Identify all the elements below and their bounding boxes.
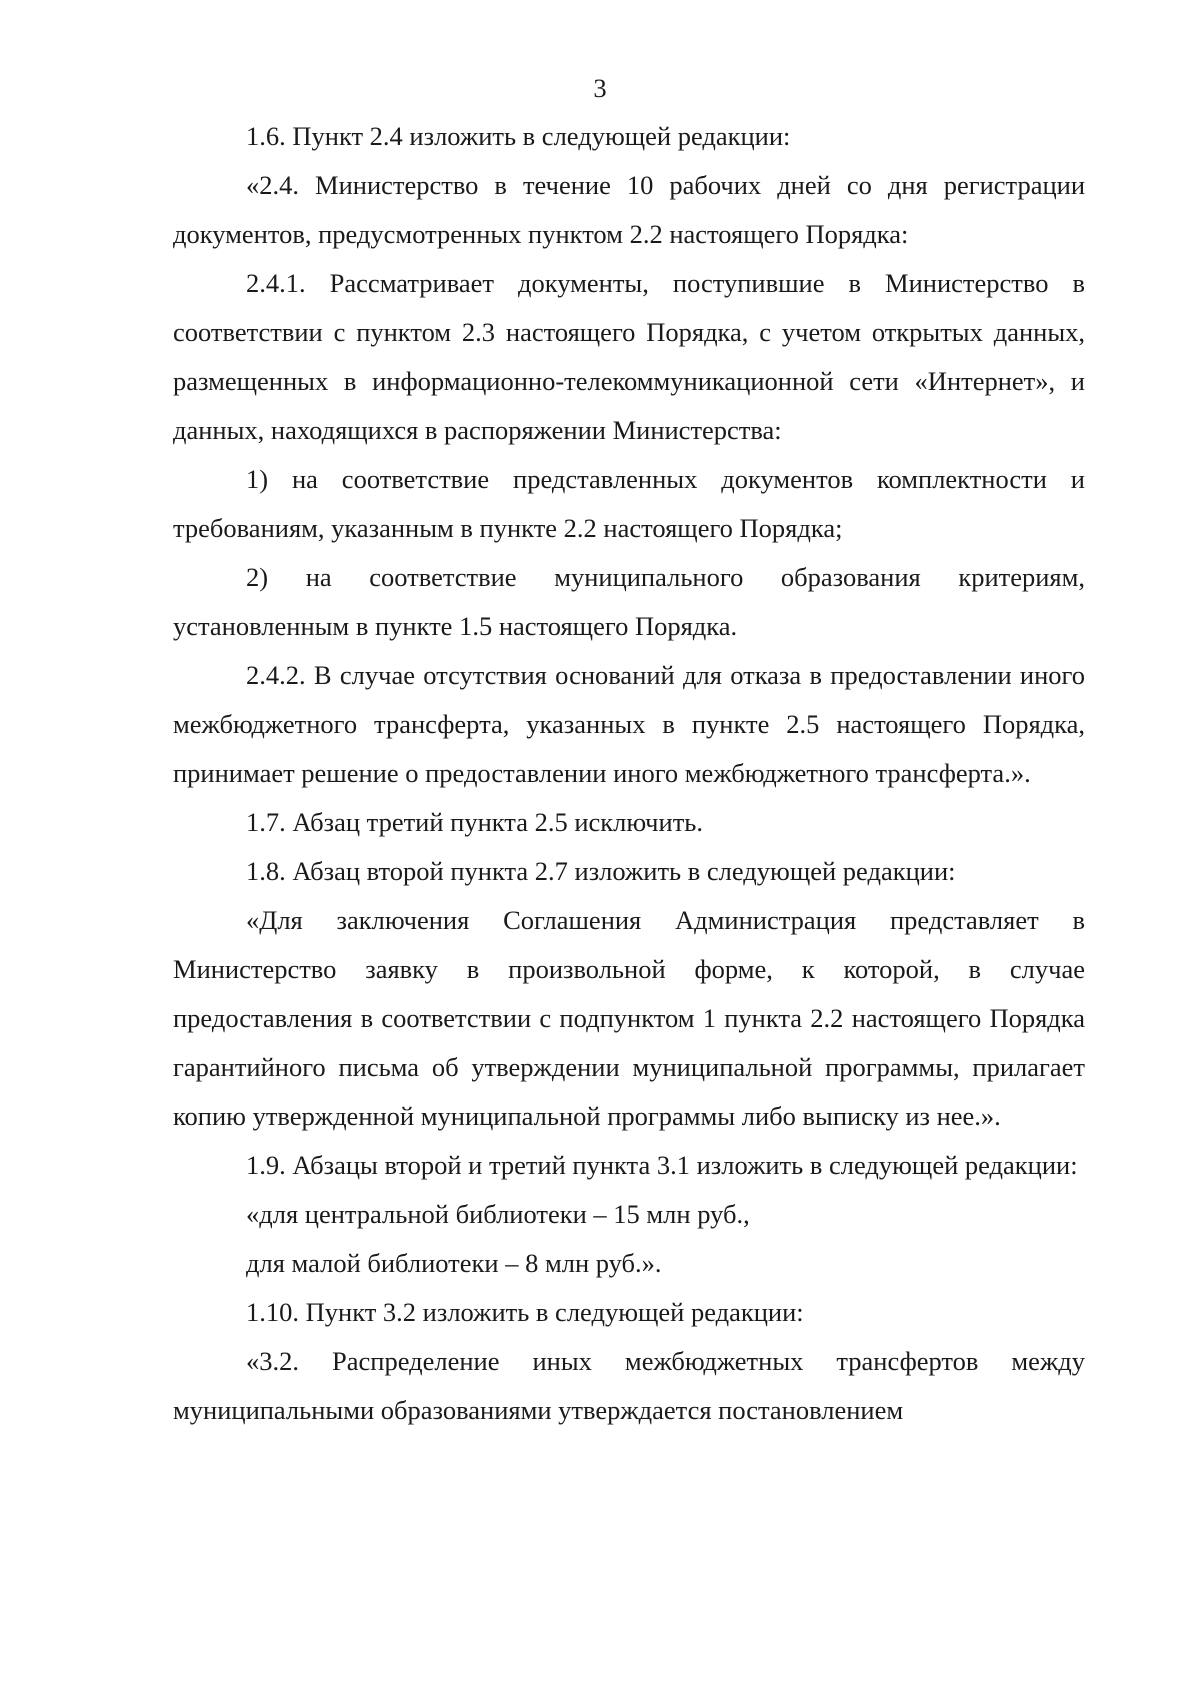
paragraph-small-library: для малой библиотеки – 8 млн руб.». <box>246 1248 662 1278</box>
paragraph-1-10: 1.10. Пункт 3.2 изложить в следующей редакции: <box>246 1297 804 1327</box>
page-number: 3 <box>593 73 607 103</box>
paragraph-item-2: 2) на соответствие муниципального образования критериям, установленным в пункте 1.5 настоящего Порядка. <box>173 562 1085 641</box>
paragraph-central-library: «для центральной библиотеки – 15 млн руб., <box>246 1199 750 1229</box>
paragraph-3-2: «3.2. Распределение иных межбюджетных трансфертов между муниципальными образованиями утверждается постановлением <box>173 1346 1085 1425</box>
paragraph-1-6: 1.6. Пункт 2.4 изложить в следующей редакции: <box>246 121 791 151</box>
paragraph-2-4-2: 2.4.2. В случае отсутствия оснований для отказа в предоставлении иного межбюджетного трансферта, указанных в пункте 2.5 настоящего Порядка, принимает решение о предоставлении иного межбюджетного трансферта.». <box>173 660 1085 788</box>
paragraph-2-4-1: 2.4.1. Рассматривает документы, поступившие в Министерство в соответствии с пунктом 2.3 настоящего Порядка, с учетом открытых данных, размещенных в информационно-телекоммуникационной сети «Интернет», и данных, находящихся в распоряжении Министерства: <box>173 268 1085 445</box>
paragraph-agreement: «Для заключения Соглашения Администрация представляет в Министерство заявку в произвольной форме, к которой, в случае предоставления в соответствии с подпунктом 1 пункта 2.2 настоящего Порядка гарантийного письма об утверждении муниципальной программы, прилагает копию утвержденной муниципальной программы либо выписку из нее.». <box>173 905 1085 1131</box>
paragraph-1-8: 1.8. Абзац второй пункта 2.7 изложить в следующей редакции: <box>246 856 956 886</box>
paragraph-1-9: 1.9. Абзацы второй и третий пункта 3.1 изложить в следующей редакции: <box>246 1150 1078 1180</box>
paragraph-item-1: 1) на соответствие представленных документов комплектности и требованиям, указанным в пункте 2.2 настоящего Порядка; <box>173 464 1085 543</box>
paragraph-1-7: 1.7. Абзац третий пункта 2.5 исключить. <box>246 807 703 837</box>
document-body <box>173 112 1085 1435</box>
paragraph-2-4: «2.4. Министерство в течение 10 рабочих дней со дня регистрации документов, предусмотренных пунктом 2.2 настоящего Порядка: <box>173 170 1085 249</box>
